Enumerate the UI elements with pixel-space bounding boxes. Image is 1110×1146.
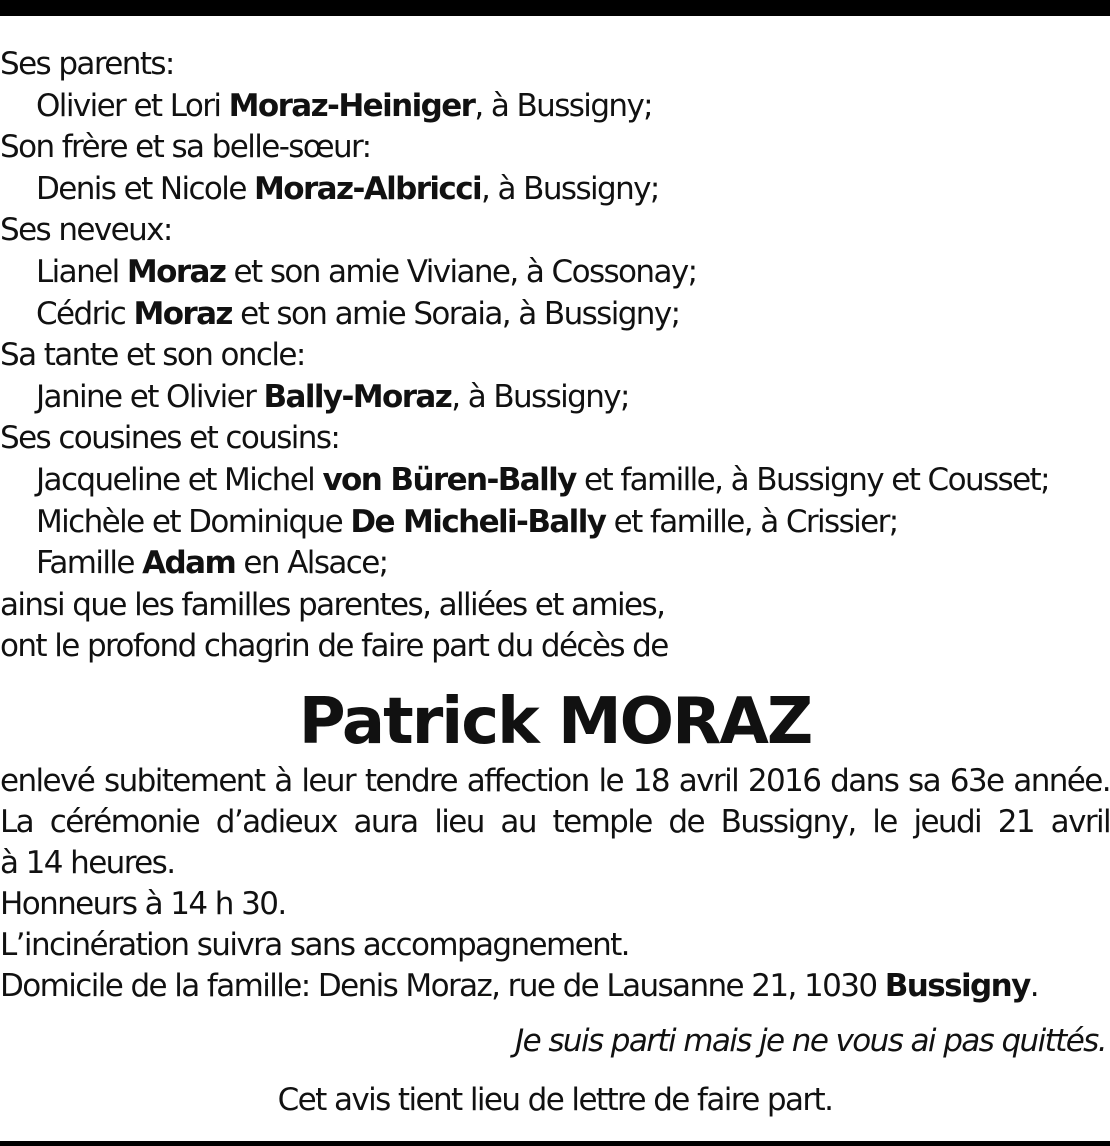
ceremony-details	[0, 761, 1110, 1007]
cousin-entry	[0, 502, 1110, 544]
nephew-entry	[0, 294, 1110, 336]
family-name: De Micheli-Bally	[350, 503, 606, 540]
entry-prefix: Janine et Olivier	[36, 378, 264, 415]
domicile-prefix: Domicile de la famille: Denis Moraz, rue de Lausanne 21, 1030	[0, 968, 885, 1004]
announce-line: ont le profond chagrin de faire part du décès de	[0, 628, 668, 665]
parents-label: Ses parents:	[0, 46, 174, 82]
domicile-line	[0, 966, 1110, 1007]
family-name: von Büren-Bally	[322, 461, 576, 498]
family-name: Adam	[142, 545, 236, 582]
ceremony-line: La cérémonie d’adieux aura lieu au temple de Bussigny, le jeudi 21 avril	[0, 804, 1110, 840]
cousin-entry	[0, 460, 1110, 502]
aunt-uncle-label: Sa tante et son oncle:	[0, 337, 305, 374]
epitaph: Je suis parti mais je ne vous ai pas quittés.	[515, 1023, 1106, 1059]
entry-prefix: Denis et Nicole	[36, 170, 255, 207]
death-line: enlevé subitement à leur tendre affection le 18 avril 2016 dans sa 63e année.	[0, 763, 1110, 799]
entry-suffix: en Alsace;	[235, 545, 388, 582]
brother-label: Son frère et sa belle-sœur:	[0, 129, 371, 166]
entry-suffix: , à Bussigny;	[474, 87, 653, 124]
ceremony-time: à 14 heures.	[0, 845, 175, 881]
family-name: Moraz-Albricci	[254, 170, 482, 207]
cousin-entry	[0, 543, 1110, 585]
top-rule	[0, 0, 1110, 16]
family-name: Moraz	[133, 295, 232, 332]
domicile-suffix: .	[1029, 968, 1038, 1004]
nephews-label: Ses neveux:	[0, 212, 172, 249]
entry-suffix: , à Bussigny;	[481, 170, 659, 207]
family-name: Moraz	[126, 253, 226, 290]
entry-suffix: et son amie Soraia, à Bussigny;	[231, 295, 680, 332]
entry-suffix: , à Bussigny;	[451, 378, 629, 415]
aunt-uncle-entry	[0, 377, 1110, 419]
family-name: Moraz-Heiniger	[228, 87, 475, 124]
bottom-rule	[0, 1141, 1110, 1146]
family-name: Bally-Moraz	[263, 378, 452, 415]
brother-entry	[0, 169, 1110, 211]
closing-line: Cet avis tient lieu de lettre de faire part.	[277, 1082, 833, 1118]
honours-line: Honneurs à 14 h 30.	[0, 886, 286, 922]
domicile-town: Bussigny	[884, 968, 1030, 1004]
parents-entry	[0, 86, 1110, 128]
entry-prefix: Michèle et Dominique	[36, 503, 351, 540]
entry-suffix: et son amie Viviane, à Cossonay;	[225, 253, 697, 290]
entry-suffix: et famille, à Crissier;	[605, 503, 898, 540]
cremation-line: L’incinération suivra sans accompagnement.	[0, 927, 629, 963]
entry-prefix: Lianel	[36, 253, 127, 290]
entry-prefix: Olivier et Lori	[36, 87, 229, 124]
relatives-line: ainsi que les familles parentes, alliées et amies,	[0, 586, 665, 623]
entry-suffix: et famille, à Bussigny et Cousset;	[575, 461, 1049, 498]
deceased-name: Patrick MORAZ	[298, 685, 812, 759]
entry-prefix: Jacqueline et Michel	[36, 461, 323, 498]
family-list	[0, 44, 1110, 668]
entry-prefix: Famille	[36, 545, 143, 582]
nephew-entry	[0, 252, 1110, 294]
entry-prefix: Cédric	[36, 295, 134, 332]
cousins-label: Ses cousines et cousins:	[0, 420, 340, 457]
